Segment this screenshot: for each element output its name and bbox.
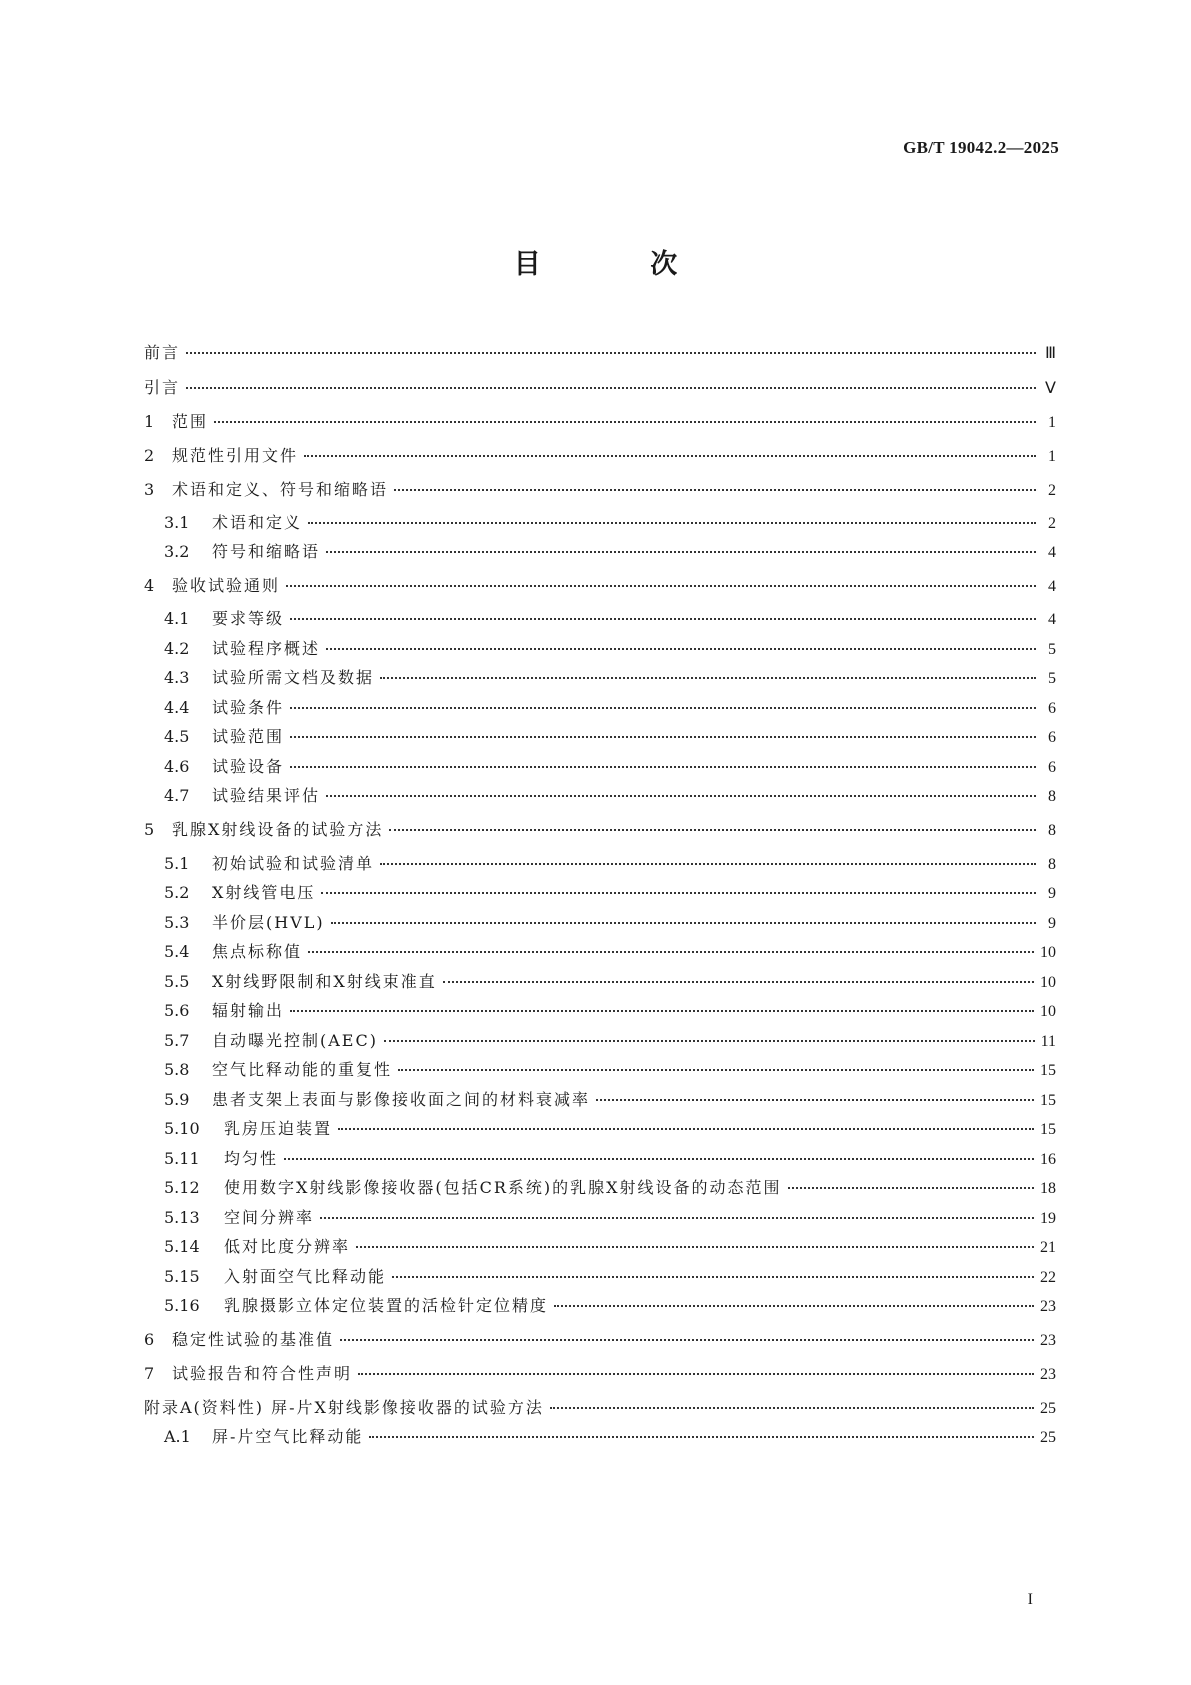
toc-entry-number: 3.1 bbox=[164, 513, 190, 532]
toc-entry-label: 规范性引用文件 bbox=[172, 446, 299, 465]
toc-entry-number: 5.6 bbox=[164, 1001, 190, 1020]
toc-entry-number: 4.3 bbox=[164, 668, 190, 687]
toc-entry-number: 5.4 bbox=[164, 942, 190, 961]
toc-entry-label: 使用数字X射线影像接收器(包括CR系统)的乳腺X射线设备的动态范围 bbox=[224, 1178, 782, 1197]
toc-entry-label: 试验所需文档及数据 bbox=[212, 668, 375, 687]
dot-leader bbox=[338, 1128, 1034, 1130]
toc-entry-label: 低对比度分辨率 bbox=[224, 1237, 351, 1256]
page-number: I bbox=[1027, 1591, 1033, 1608]
dot-leader bbox=[214, 421, 1036, 423]
toc-entry-page: 4 bbox=[1048, 578, 1056, 595]
toc-entry-number: 5.12 bbox=[164, 1178, 200, 1197]
dot-leader bbox=[321, 892, 1036, 894]
dot-leader bbox=[554, 1305, 1034, 1307]
dot-leader bbox=[286, 585, 1036, 587]
dot-leader bbox=[331, 922, 1036, 924]
toc-entry[interactable] bbox=[144, 409, 1056, 433]
dot-leader bbox=[290, 618, 1036, 620]
toc-entry[interactable] bbox=[144, 880, 1056, 904]
toc-entry-label: 试验程序概述 bbox=[212, 639, 321, 658]
toc-entry-label: 试验范围 bbox=[212, 727, 285, 746]
toc-entry-page: 6 bbox=[1048, 700, 1056, 717]
dot-leader bbox=[340, 1339, 1034, 1341]
dot-leader bbox=[443, 981, 1034, 983]
toc-entry-number: 4.4 bbox=[164, 698, 190, 717]
toc-entry-label: X射线野限制和X射线束准直 bbox=[212, 972, 437, 991]
toc-entry[interactable] bbox=[144, 539, 1056, 563]
dot-leader bbox=[284, 1158, 1034, 1160]
toc-entry-label: 前言 bbox=[144, 343, 181, 362]
toc-entry-label: 辐射输出 bbox=[212, 1001, 285, 1020]
toc-entry-label: 入射面空气比释动能 bbox=[224, 1267, 387, 1286]
toc-entry[interactable] bbox=[144, 817, 1056, 841]
dot-leader bbox=[326, 648, 1036, 650]
toc-entry-label: 试验结果评估 bbox=[212, 786, 321, 805]
dot-leader bbox=[394, 489, 1036, 491]
dot-leader bbox=[788, 1187, 1034, 1189]
toc-entry-page: 15 bbox=[1040, 1092, 1056, 1109]
toc-entry-page: 8 bbox=[1048, 788, 1056, 805]
toc-entry-label: 稳定性试验的基准值 bbox=[172, 1330, 335, 1349]
toc-entry[interactable] bbox=[144, 1146, 1056, 1170]
toc-entry[interactable] bbox=[144, 1175, 1056, 1199]
toc-entry-number: 4.6 bbox=[164, 757, 190, 776]
dot-leader bbox=[358, 1373, 1034, 1375]
toc-entry-number: 5 bbox=[144, 820, 155, 839]
dot-leader bbox=[326, 795, 1036, 797]
toc-entry-label: 乳腺摄影立体定位装置的活检针定位精度 bbox=[224, 1296, 549, 1315]
toc-entry-number: 4 bbox=[144, 576, 155, 595]
toc-entry-label: 术语和定义、符号和缩略语 bbox=[172, 480, 389, 499]
toc-entry-page: 25 bbox=[1040, 1400, 1056, 1417]
toc-entry-page: 15 bbox=[1040, 1121, 1056, 1138]
toc-entry-label: 验收试验通则 bbox=[172, 576, 281, 595]
toc-entry[interactable] bbox=[144, 1264, 1056, 1288]
toc-entry-number: 5.2 bbox=[164, 883, 190, 902]
toc-entry-label: 焦点标称值 bbox=[212, 942, 303, 961]
toc-entry-number: 6 bbox=[144, 1330, 155, 1349]
dot-leader bbox=[384, 1040, 1035, 1042]
toc-entry-label: 要求等级 bbox=[212, 609, 285, 628]
toc-entry-label: 乳腺X射线设备的试验方法 bbox=[172, 820, 384, 839]
toc-entry[interactable] bbox=[144, 724, 1056, 748]
toc-entry[interactable] bbox=[144, 1057, 1056, 1081]
dot-leader bbox=[186, 352, 1036, 354]
toc-entry-number: 5.7 bbox=[164, 1031, 190, 1050]
dot-leader bbox=[186, 387, 1036, 389]
toc-entry[interactable] bbox=[144, 1395, 1056, 1419]
toc-entry-page: 11 bbox=[1040, 1033, 1056, 1050]
dot-leader bbox=[308, 951, 1034, 953]
toc-entry-label: X射线管电压 bbox=[212, 883, 316, 902]
dot-leader bbox=[304, 455, 1036, 457]
toc-entry-number: A.1 bbox=[164, 1427, 191, 1446]
toc-entry-label: 患者支架上表面与影像接收面之间的材料衰减率 bbox=[212, 1090, 591, 1109]
toc-entry-label: 范围 bbox=[172, 412, 209, 431]
toc-entry[interactable] bbox=[144, 340, 1056, 364]
toc-entry-number: 5.15 bbox=[164, 1267, 200, 1286]
dot-leader bbox=[290, 766, 1036, 768]
toc-entry[interactable] bbox=[144, 1205, 1056, 1229]
page-title: 目 次 bbox=[513, 249, 728, 280]
dot-leader bbox=[389, 829, 1036, 831]
toc-entry-page: 8 bbox=[1048, 822, 1056, 839]
toc-entry[interactable] bbox=[144, 969, 1056, 993]
toc-entry-label: 均匀性 bbox=[224, 1149, 279, 1168]
dot-leader bbox=[392, 1276, 1034, 1278]
toc-entry[interactable] bbox=[144, 573, 1056, 597]
toc-entry-page: 2 bbox=[1048, 482, 1056, 499]
toc-entry-number: 5.11 bbox=[164, 1149, 200, 1168]
dot-leader bbox=[320, 1217, 1034, 1219]
toc-entry-page: 10 bbox=[1040, 974, 1056, 991]
dot-leader bbox=[356, 1246, 1034, 1248]
toc-entry[interactable] bbox=[144, 510, 1056, 534]
toc-entry-number: 5.13 bbox=[164, 1208, 200, 1227]
toc-entry-number: 5.9 bbox=[164, 1090, 190, 1109]
toc-entry-page: 2 bbox=[1048, 515, 1056, 532]
toc-entry[interactable] bbox=[144, 998, 1056, 1022]
toc-entry-label: 术语和定义 bbox=[212, 513, 303, 532]
toc-entry[interactable] bbox=[144, 1327, 1056, 1351]
toc-entry[interactable] bbox=[144, 754, 1056, 778]
toc-entry-page: 9 bbox=[1048, 885, 1056, 902]
toc-entry[interactable] bbox=[144, 1234, 1056, 1258]
toc-entry-page: 23 bbox=[1040, 1366, 1056, 1383]
toc-entry[interactable] bbox=[144, 851, 1056, 875]
toc-entry-number: 3.2 bbox=[164, 542, 190, 561]
toc-entry[interactable] bbox=[144, 1087, 1056, 1111]
dot-leader bbox=[596, 1099, 1034, 1101]
toc-entry-number: 7 bbox=[144, 1364, 155, 1383]
toc-entry-page: 19 bbox=[1040, 1210, 1056, 1227]
toc-entry-number: 1 bbox=[144, 412, 155, 431]
toc-entry-page: 23 bbox=[1040, 1298, 1056, 1315]
dot-leader bbox=[290, 1010, 1034, 1012]
toc-entry-number: 4.1 bbox=[164, 609, 190, 628]
toc-entry-page: Ⅲ bbox=[1044, 345, 1056, 362]
toc-entry-label: 附录A(资料性) 屏-片X射线影像接收器的试验方法 bbox=[144, 1398, 544, 1417]
toc-entry[interactable] bbox=[144, 910, 1056, 934]
toc-entry-page: 9 bbox=[1048, 915, 1056, 932]
toc-entry-number: 5.5 bbox=[164, 972, 190, 991]
toc-entry[interactable] bbox=[144, 477, 1056, 501]
toc-entry-page: 22 bbox=[1040, 1269, 1056, 1286]
toc-entry-page: 10 bbox=[1040, 944, 1056, 961]
toc-entry-number: 4.7 bbox=[164, 786, 190, 805]
toc-entry-page: 15 bbox=[1040, 1062, 1056, 1079]
toc-entry[interactable] bbox=[144, 1361, 1056, 1385]
toc-entry-page: 10 bbox=[1040, 1003, 1056, 1020]
standard-code: GB/T 19042.2—2025 bbox=[903, 138, 1059, 157]
toc-entry-number: 5.8 bbox=[164, 1060, 190, 1079]
toc-entry-number: 3 bbox=[144, 480, 155, 499]
toc-entry-page: 18 bbox=[1040, 1180, 1056, 1197]
dot-leader bbox=[290, 736, 1036, 738]
toc-entry[interactable] bbox=[144, 1028, 1056, 1052]
toc-entry-label: 乳房压迫装置 bbox=[224, 1119, 333, 1138]
dot-leader bbox=[308, 522, 1036, 524]
toc-entry[interactable] bbox=[144, 606, 1056, 630]
dot-leader bbox=[369, 1436, 1034, 1438]
toc-entry-page: 5 bbox=[1048, 641, 1056, 658]
toc-entry-number: 2 bbox=[144, 446, 155, 465]
toc-entry-label: 试验报告和符合性声明 bbox=[172, 1364, 353, 1383]
toc-entry-label: 符号和缩略语 bbox=[212, 542, 321, 561]
toc-entry-number: 5.1 bbox=[164, 854, 190, 873]
toc-entry-page: 1 bbox=[1048, 414, 1056, 431]
toc-entry-label: 空间分辨率 bbox=[224, 1208, 315, 1227]
toc-entry[interactable] bbox=[144, 375, 1056, 399]
toc-entry-label: 半价层(HVL) bbox=[212, 913, 325, 932]
toc-entry-page: 23 bbox=[1040, 1332, 1056, 1349]
toc-entry-page: 4 bbox=[1048, 544, 1056, 561]
toc-entry[interactable] bbox=[144, 939, 1056, 963]
toc-entry-number: 5.10 bbox=[164, 1119, 200, 1138]
toc-entry-page: 8 bbox=[1048, 856, 1056, 873]
toc-entry[interactable] bbox=[144, 695, 1056, 719]
dot-leader bbox=[326, 551, 1036, 553]
toc-entry-number: 5.16 bbox=[164, 1296, 200, 1315]
toc-entry-page: 6 bbox=[1048, 759, 1056, 776]
toc-entry[interactable] bbox=[144, 636, 1056, 660]
toc-entry-label: 试验设备 bbox=[212, 757, 285, 776]
toc-entry-page: 1 bbox=[1048, 448, 1056, 465]
toc-entry-number: 4.5 bbox=[164, 727, 190, 746]
toc-entry-label: 试验条件 bbox=[212, 698, 285, 717]
dot-leader bbox=[380, 677, 1036, 679]
dot-leader bbox=[550, 1407, 1034, 1409]
toc-entry-page: 6 bbox=[1048, 729, 1056, 746]
toc-entry-label: 屏-片空气比释动能 bbox=[212, 1427, 364, 1446]
toc-entry[interactable] bbox=[144, 1424, 1056, 1448]
toc-entry-page: 21 bbox=[1040, 1239, 1056, 1256]
toc-entry-label: 引言 bbox=[144, 378, 181, 397]
toc-entry[interactable] bbox=[144, 1116, 1056, 1140]
dot-leader bbox=[290, 707, 1036, 709]
toc-entry[interactable] bbox=[144, 443, 1056, 467]
toc-entry-label: 初始试验和试验清单 bbox=[212, 854, 375, 873]
toc-entry[interactable] bbox=[144, 1293, 1056, 1317]
dot-leader bbox=[380, 863, 1036, 865]
toc-entry-page: 4 bbox=[1048, 611, 1056, 628]
dot-leader bbox=[398, 1069, 1034, 1071]
toc-entry-number: 5.14 bbox=[164, 1237, 200, 1256]
toc-entry[interactable] bbox=[144, 783, 1056, 807]
toc-entry-page: 5 bbox=[1048, 670, 1056, 687]
toc-entry-page: Ⅴ bbox=[1045, 380, 1056, 397]
toc-entry-page: 25 bbox=[1040, 1429, 1056, 1446]
toc-entry-page: 16 bbox=[1040, 1151, 1056, 1168]
toc-entry[interactable] bbox=[144, 665, 1056, 689]
toc-entry-label: 空气比释动能的重复性 bbox=[212, 1060, 393, 1079]
toc-entry-label: 自动曝光控制(AEC) bbox=[212, 1031, 378, 1050]
toc-entry-number: 5.3 bbox=[164, 913, 190, 932]
toc-entry-number: 4.2 bbox=[164, 639, 190, 658]
